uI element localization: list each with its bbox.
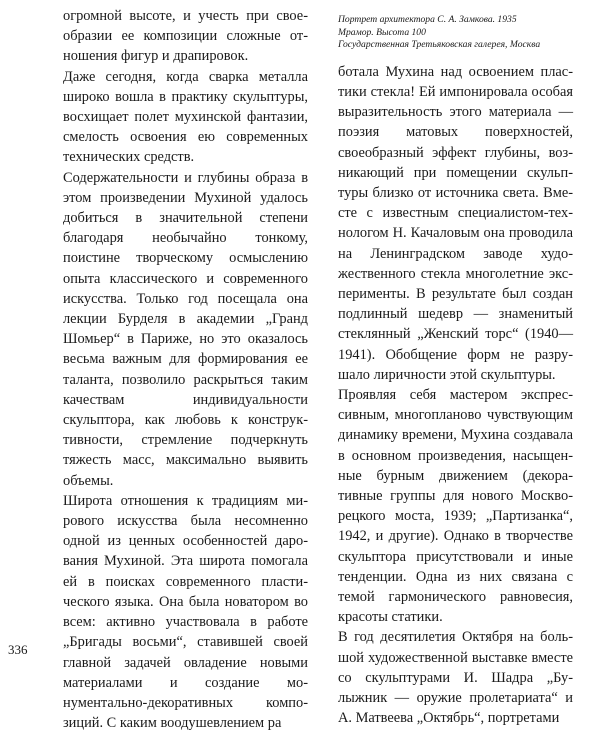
caption-location: Государственная Третьяковская галерея, Москва	[338, 39, 541, 51]
right-column	[338, 0, 573, 728]
left-column	[63, 0, 308, 733]
figure-caption	[338, 0, 573, 52]
caption-material: Мрамор. Высота 100	[338, 26, 426, 38]
page-number: 336	[8, 642, 28, 657]
paragraph-welding: Даже сегодня, когда сварка металла широко вошла в практику скульптуры, восхищает полет мухинской фантазии, смелость освоения ею современных технических средств.	[63, 68, 308, 166]
paragraph-october: В год десятилетия Октября на большой художественной выставке вместе со скульптурами И. Шадра „Булыжник — оружие пролетариата“ и А. Матвеева „Октябрь“, портретами	[338, 629, 573, 727]
paragraph-glass: ботала Мухина над освоением пластики стекла! Ей импонировала особая выразительность этого материала — поэзия матовых поверхностей, своеобразный эффект глубины, возникающий при помещении скульптуры близко от источника света. Вместе с известным специалистом-технологом Н. Качаловым она проводила на Ленинградском заводе художественного стекла многолетние эксперименты. В результате был создан подлинный шедевр — знаменитый стеклянный „Женский торс“ (1940— 1941). Обобщение форм не разрушало лиричности этой скульптуры.	[338, 63, 573, 383]
paragraph-continuation: огромной высоте, и учесть при своеобразии ее композиции сложные отношения фигур и драпировок.	[63, 8, 308, 65]
caption-title: Портрет архитектора С. А. Замкова. 1935	[338, 14, 517, 25]
paragraph-bourdelle: Содержательности и глубины образа в этом произведении Мухиной удалось добиться в значительной степени благодаря необычайно тонкому, поистине творческому осмыслению опыта классического и современного искусства. Только год посещала она лекции Бурделя в академии „Гранд Шомьер“ в Париже, но это оказалось весьма важным для формирования ее таланта, позволило раскрыться таким качествам индивидуальности скульптора, как любовь к конструктивности, стремление подчеркнуть тяжесть масс, максимально выявить объемы.	[63, 169, 308, 489]
paragraph-dynamics: Проявляя себя мастером экспрессивным, многопланово чувствующим динамику времени, Мухина создавала в основном произведения, насыщенные бурным движением (декоративные группы для нового Москворецкого моста, 1939; „Партизанка“, 1942, и другие). Однако в творчестве скульптора присутствовали и иные тенденции. Одна из них связана с темой гармонического равновесия, красоты статики.	[338, 387, 573, 626]
paragraph-tradition: Широта отношения к традициям мирового искусства была несомненно одной из ценных особенностей дарования Мухиной. Эта широта помогала ей в поисках современного пластического языка. Она была новатором во всем: активно участвовала в работе „Бригады восьми“, ставившей своей главной задачей овладение новыми материалами и создание монументально-декоративных композиций. С каким воодушевлением ра	[63, 492, 308, 732]
